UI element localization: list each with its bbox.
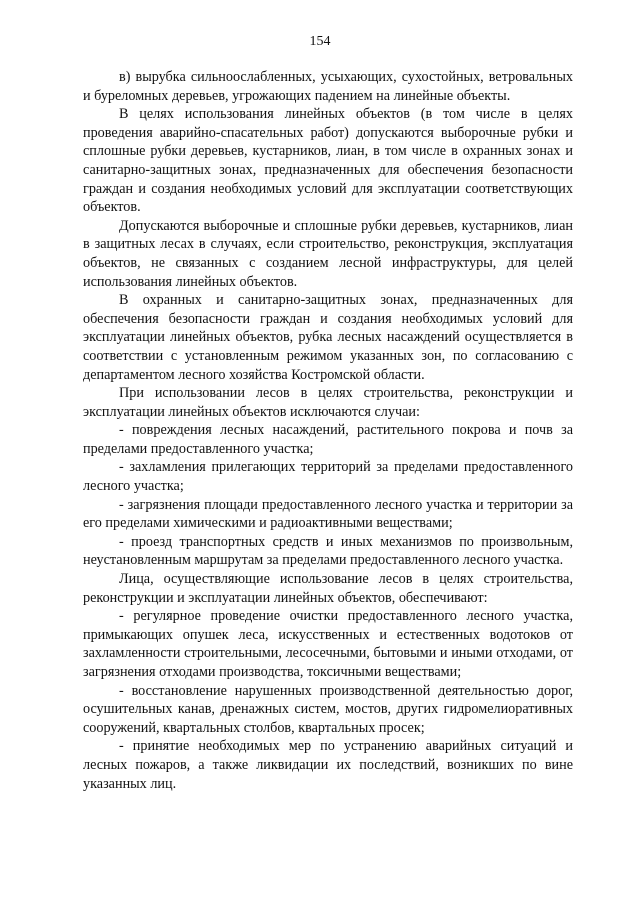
list-item-pollution: - загрязнения площади предоставленного лесного участка и территории за его пределами химическими и радиоактивными веществами; — [83, 496, 573, 532]
paragraph-obligations-intro: Лица, осуществляющие использование лесов в целях строительства, реконструкции и эксплуатации линейных объектов, обеспечивают: — [83, 571, 573, 606]
list-item-damage: - повреждения лесных насаждений, растительного покрова и почв за пределами предоставленного участка; — [83, 422, 573, 457]
body-text — [83, 68, 573, 793]
paragraph-linear-objects-use: В целях использования линейных объектов (в том числе в целях проведения аварийно-спасательных работ) допускаются выборочные рубки и сплошные рубки деревьев, кустарников, лиан, в том числе в охранных зонах и санитарно-защитных зонах, предназначенных для обеспечения безопасности граждан и создания необходимых условий для эксплуатации соответствующих объектов. — [83, 106, 573, 216]
list-item-cleaning: - регулярное проведение очистки предоставленного лесного участка, примыкающих опушек леса, искусственных и естественных водотоков от захламленности строительными, лесосечными, бытовыми и иными отходами, от загрязнения отходами производства, токсичными веществами; — [83, 608, 573, 680]
paragraph-protection-zones: В охранных и санитарно-защитных зонах, предназначенных для обеспечения безопасности граждан и создания необходимых условий для эксплуатации линейных объектов, рубка лесных насаждений осуществляется в соответствии с установленным режимом указанных зон, по согласованию с департаментом лесного хозяйства Костромской области. — [83, 292, 573, 383]
page-number: 154 — [309, 34, 331, 49]
list-item-littering: - захламления прилегающих территорий за пределами предоставленного лесного участка; — [83, 459, 573, 495]
paragraph-excluded-cases-intro: При использовании лесов в целях строительства, реконструкции и эксплуатации линейных объектов исключаются случаи: — [83, 385, 573, 420]
paragraph-item-v: в) вырубка сильноослабленных, усыхающих, сухостойных, ветровальных и буреломных деревьев, угрожающих падением на линейные объекты. — [83, 69, 573, 104]
list-item-restoration: - восстановление нарушенных производственной деятельностью дорог, осушительных канав, дренажных систем, мостов, других гидромелиоративных сооружений, квартальных столбов, квартальных просек; — [83, 682, 573, 736]
list-item-vehicle-passage: - проезд транспортных средств и иных механизмов по произвольным, неустановленным маршрутам за пределами предоставленного лесного участка. — [83, 533, 573, 569]
list-item-emergency-measures: - принятие необходимых мер по устранению аварийных ситуаций и лесных пожаров, а также ликвидации их последствий, возникших по вине указанных лиц. — [83, 738, 573, 792]
paragraph-protective-forests: Допускаются выборочные и сплошные рубки деревьев, кустарников, лиан в защитных лесах в случаях, если строительство, реконструкция, эксплуатация объектов, не связанных с созданием лесной инфраструктуры, для целей использования линейных объектов. — [83, 217, 573, 290]
